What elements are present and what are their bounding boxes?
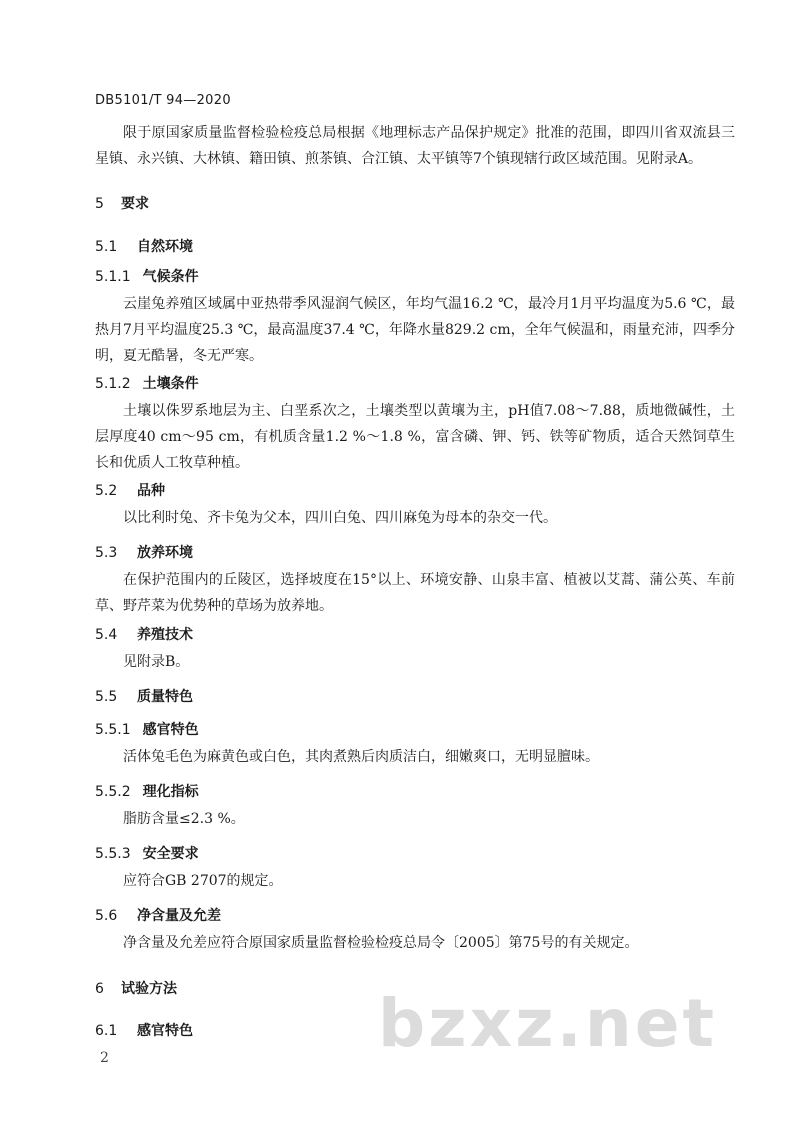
section-5-5-1-heading [95, 719, 199, 739]
section-6-heading [95, 978, 177, 998]
section-5-4-body [95, 649, 735, 675]
section-title: 质量特色 [137, 689, 193, 705]
section-number: 5.5.1 [95, 722, 131, 738]
section-number: 5.1.2 [95, 376, 131, 392]
section-5-3-heading [95, 542, 193, 562]
section-number: 6.1 [95, 1023, 118, 1039]
section-5-1-2-body [95, 398, 735, 476]
section-5-5-1-body [95, 744, 735, 770]
section-title: 要求 [121, 196, 149, 212]
paragraph-text: 脂肪含量≤2.3 %。 [123, 811, 245, 827]
section-5-5-3-heading [95, 843, 199, 863]
section-title: 养殖技术 [137, 627, 193, 643]
paragraph-text: 活体兔毛色为麻黄色或白色，其肉煮熟后肉质洁白，细嫩爽口，无明显膻味。 [123, 749, 599, 765]
section-5-6-heading [95, 905, 221, 925]
section-title: 放养环境 [137, 545, 193, 561]
section-6-1-heading [95, 1020, 193, 1040]
section-title: 安全要求 [142, 846, 199, 862]
intro-paragraph-text: 限于原国家质量监督检验检疫总局根据《地理标志产品保护规定》批准的范围，即四川省双流县三星镇、永兴镇、大林镇、籍田镇、煎茶镇、合江镇、太平镇等7个镇现辖行政区域范围。见附录A。 [95, 125, 735, 167]
paragraph-text: 云崖兔养殖区域属中亚热带季风湿润气候区，年均气温16.2 ℃，最冷月1月平均温度为5.6 ℃，最热月7月平均温度25.3 ℃，最高温度37.4 ℃，年降水量829.2 cm，全年气候温和，雨量充沛，四季分明，夏无酷暑，冬无严寒。 [95, 296, 735, 364]
section-5-3-body [95, 567, 735, 619]
section-title: 土壤条件 [142, 376, 199, 392]
section-5-5-heading [95, 686, 193, 706]
section-number: 5.4 [95, 627, 118, 643]
section-title: 理化指标 [142, 784, 199, 800]
section-number: 5.6 [95, 908, 118, 924]
section-number: 5.5 [95, 689, 118, 705]
section-5-2-body [95, 505, 735, 531]
section-title: 净含量及允差 [137, 908, 221, 924]
section-title: 感官特色 [137, 1023, 193, 1039]
section-5-1-heading [95, 236, 193, 256]
section-5-5-3-body [95, 868, 735, 894]
section-5-1-1-heading [95, 266, 199, 286]
intro-paragraph [95, 120, 735, 172]
standard-id: DB5101/T 94—2020 [95, 93, 231, 108]
section-title: 感官特色 [142, 722, 199, 738]
paragraph-text: 应符合GB 2707的规定。 [123, 873, 283, 889]
section-number: 6 [95, 981, 104, 997]
section-number: 5 [95, 196, 104, 212]
section-5-heading [95, 193, 149, 213]
section-number: 5.1 [95, 239, 118, 255]
paragraph-text: 在保护范围内的丘陵区，选择坡度在15°以上、环境安静、山泉丰富、植被以艾蒿、蒲公英、车前草、野芹菜为优势种的草场为放养地。 [95, 572, 735, 614]
section-title: 品种 [137, 483, 165, 499]
section-title: 试验方法 [121, 981, 177, 997]
section-title: 自然环境 [137, 239, 193, 255]
section-number: 5.2 [95, 483, 118, 499]
section-number: 5.3 [95, 545, 118, 561]
section-number: 5.5.2 [95, 784, 131, 800]
paragraph-text: 土壤以侏罗系地层为主、白垩系次之，土壤类型以黄壤为主，pH值7.08～7.88，质地微碱性，土层厚度40 cm～95 cm，有机质含量1.2 %～1.8 %，富含磷、钾、钙、铁等矿物质，适合天然饲草生长和优质人工牧草种植。 [95, 403, 735, 471]
paragraph-text: 见附录B。 [123, 654, 190, 670]
section-5-2-heading [95, 480, 165, 500]
section-5-1-2-heading [95, 373, 199, 393]
section-title: 气候条件 [142, 269, 199, 285]
paragraph-text: 以比利时兔、齐卡兔为父本，四川白兔、四川麻兔为母本的杂交一代。 [123, 510, 557, 526]
section-5-1-1-body [95, 291, 735, 369]
section-5-5-2-body [95, 806, 735, 832]
section-5-5-2-heading [95, 781, 199, 801]
paragraph-text: 净含量及允差应符合原国家质量监督检验检疫总局令〔2005〕第75号的有关规定。 [123, 935, 639, 951]
section-5-6-body [95, 930, 735, 956]
page-number: 2 [100, 1050, 109, 1066]
watermark: bzxz.net [378, 985, 718, 1062]
section-5-4-heading [95, 624, 193, 644]
section-number: 5.5.3 [95, 846, 131, 862]
section-number: 5.1.1 [95, 269, 131, 285]
